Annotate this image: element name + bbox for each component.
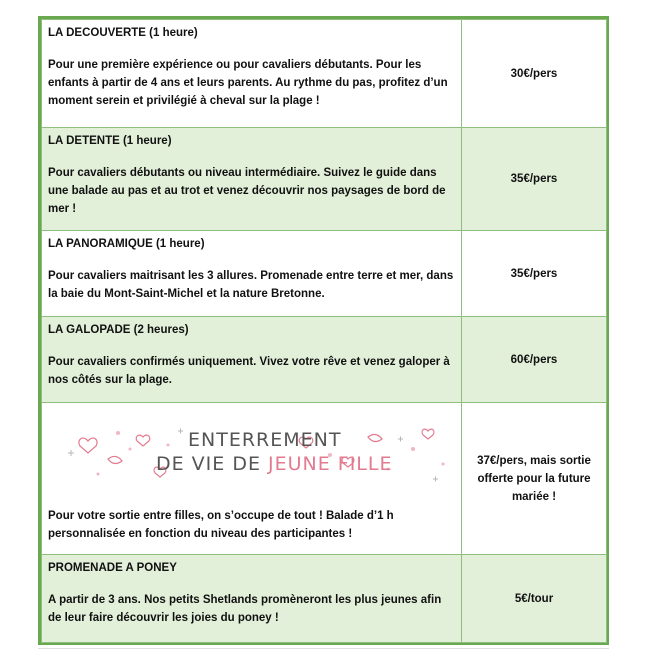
offer-cell <box>42 231 462 317</box>
table-row <box>42 231 607 317</box>
table-row <box>42 317 607 403</box>
evjf-logo-line2-part1: DE VIE DE <box>156 453 268 475</box>
pricing-table-frame <box>38 16 609 645</box>
evjf-logo-line2 <box>156 453 392 475</box>
table-row <box>42 555 607 643</box>
offer-cell <box>42 317 462 403</box>
offer-price: 37€/pers, mais sortie offerte pour la future mariée ! <box>462 403 607 555</box>
offer-description: Pour cavaliers confirmés uniquement. Vivez votre rêve et venez galoper à nos côtés sur la plage. <box>48 356 450 386</box>
evjf-logo-line2-part2: JEUNE FILLE <box>268 453 393 475</box>
offer-title: LA DETENTE (1 heure) <box>48 135 172 147</box>
offer-price: 35€/pers <box>462 128 607 231</box>
offer-description: Pour cavaliers maitrisant les 3 allures. Promenade entre terre et mer, dans la baie du Mont-Saint-Michel et la nature Bretonne. <box>48 270 454 300</box>
offer-description: A partir de 3 ans. Nos petits Shetlands promèneront les plus jeunes afin de leur faire découvrir les joies du poney ! <box>48 594 442 624</box>
offer-price: 30€/pers <box>462 20 607 128</box>
offer-cell <box>42 20 462 128</box>
evjf-logo-line1: ENTERREMENT <box>188 429 342 451</box>
offer-cell <box>42 128 462 231</box>
table-row <box>42 403 607 555</box>
table-row <box>42 20 607 128</box>
offer-description: Pour votre sortie entre filles, on s’occupe de tout ! Balade d’1 h personnalisée en fonction du niveau des participantes ! <box>48 510 394 540</box>
evjf-logo <box>48 409 455 497</box>
offer-title: LA PANORAMIQUE (1 heure) <box>48 238 205 250</box>
offer-title: LA DECOUVERTE (1 heure) <box>48 27 198 39</box>
offer-price: 60€/pers <box>462 317 607 403</box>
offer-description: Pour cavaliers débutants ou niveau intermédiaire. Suivez le guide dans une balade au pas et au trot et venez découvrir nos paysages de bord de mer ! <box>48 167 446 215</box>
offer-title: PROMENADE A PONEY <box>48 562 177 574</box>
offer-description: Pour une première expérience ou pour cavaliers débutants. Pour les enfants à partir de 4 ans et leurs parents. Au rythme du pas, profitez d’un moment serein et privilégié à cheval sur la plage ! <box>48 59 448 107</box>
offer-price: 35€/pers <box>462 231 607 317</box>
offer-price: 5€/tour <box>462 555 607 643</box>
offer-title: LA GALOPADE (2 heures) <box>48 324 189 336</box>
offer-cell <box>42 403 462 555</box>
table-row <box>42 128 607 231</box>
pricing-table <box>41 19 607 643</box>
divider <box>38 648 609 649</box>
offer-cell <box>42 555 462 643</box>
